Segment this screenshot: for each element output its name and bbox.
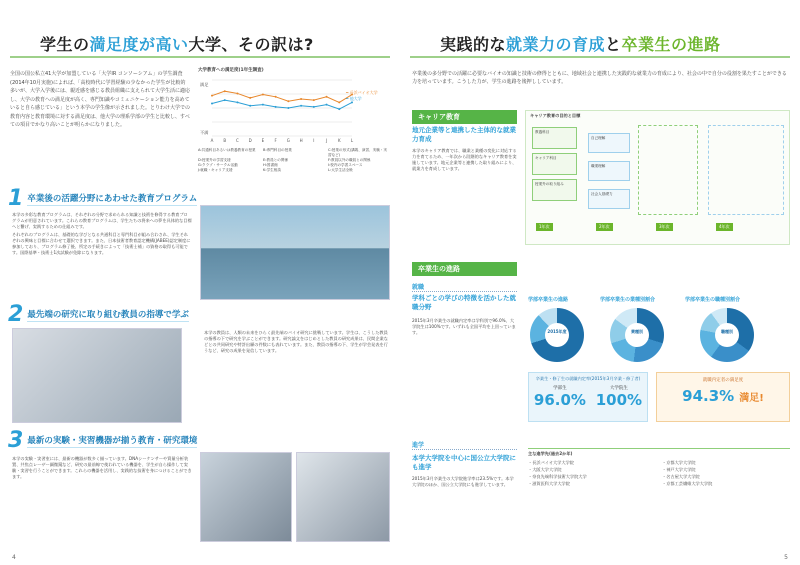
x-tick-label: A [210,138,214,143]
equipment-photo-2 [296,452,390,542]
chart-note: E:教員との関係 [263,158,289,162]
data-point [287,107,289,109]
section-title: 卒業後の活躍分野にあわせた教育プログラム [27,193,198,204]
job-text: 2015年3月卒業生の就職内定率は学科別で96.0%、大学院生は100%です。いずれも全国平均を上回っています。 [412,318,516,335]
chart-note: I:校内の学習スペース [328,163,363,167]
grad-heading: 進学 [412,440,517,450]
rate-label: 学部生 [553,386,567,391]
chart-title: 大学教育への満足度(1年生調査) [198,68,264,73]
page-number: 5 [784,554,788,561]
data-point [338,101,340,103]
data-point [275,96,277,98]
pie-center: 2015年度 [545,323,569,347]
flow-arrow: 2年次 [596,223,613,231]
grad-list-item: ・名古屋大学大学院 [662,474,700,479]
grad-list-item: ・滋賀医科大学大学院 [528,481,570,486]
flow-title: キャリア教育の目的と目標 [530,113,581,118]
data-point [300,98,302,100]
career-path-pie [530,308,584,362]
x-tick-label: H [299,138,303,143]
section-1-heading [8,186,197,211]
left-page-title [40,32,314,55]
section-2-text: 本学の教員は、人類の未来をひらく最先端のバイオ研究に挑戦しています。学生は、こうした教員の指導の下で研究を学ぶことができます。研究論文をはじめとした教員の研究成果は、民間企業などとの共同研究や特許出願の件数にも表れています。また、教員の指導の下、学生が学会発表を行うなど、研究の成果を発信しています。 [204,330,388,353]
x-tick-label: J [325,138,328,143]
data-point [211,103,213,105]
data-point [326,104,328,106]
equipment-photo-1 [200,452,292,542]
data-point [275,106,277,108]
industry-pie [610,308,664,362]
chart-note: L:大学生活全般 [328,168,353,172]
chart-notes [198,148,390,173]
data-point [249,97,251,99]
x-tick-label: F [274,138,277,143]
lab-teaching-photo [12,328,182,423]
data-point [313,99,315,101]
data-point [211,95,213,97]
chart-note: H:図書館 [263,163,278,167]
data-point [262,104,264,106]
data-point [224,99,226,101]
legend-item: ━ 他大学 [346,96,362,101]
right-page-title [440,32,721,55]
x-tick-label: B [223,138,227,143]
right-page [400,0,800,565]
x-tick-label: I [313,138,315,143]
title-part: と [605,35,622,54]
data-point [287,100,289,102]
data-point [300,105,302,107]
section-1-text [12,212,192,256]
grad-list-item: ・長浜バイオ大学大学院 [528,460,574,465]
grad-list-item: ・京都大学大学院 [662,460,696,465]
title-part: 実践的な [440,35,507,54]
flow-arrow: 3年次 [656,223,673,231]
section-number: 2 [8,302,24,327]
employment-rate-box [528,372,648,422]
grad-list-title: 主な進学先(過去2か年) [528,451,573,456]
paragraph: それぞれのプログラムは、基礎的な学びとなる共通科目と専門科目が組み合わされ、学生それぞれの興味と目標に合わせて選択できます。また、日本技術者教育認定機構(JABEE)認定制度に参加しており、プログラム修了後、所定の手続きによって「技術士補」の資格の取得も可能です。国際基準・技術士1次試験が免除になります。 [12,232,191,255]
career-heading: キャリア教育 [412,110,517,124]
rate-item [596,385,642,409]
rate-value: 100% [595,391,643,409]
pie-title: 学部卒業生の職種別割合 [685,297,741,303]
x-tick-label: L [350,138,354,143]
data-point [224,90,226,92]
section-3-heading [8,428,197,453]
divider [10,56,390,58]
flow-arrow: 1年次 [536,223,553,231]
chart-note: A:共通科目あるいは教養教育の授業 [198,148,256,152]
grad-list-item: ・大阪大学大学院 [528,467,562,472]
x-tick-label: G [286,138,290,143]
legend-label: 他大学 [349,96,362,101]
chart-note: K:学生相談 [263,168,281,172]
section-2-heading [8,302,189,327]
grad-list-item: ・神戸大学大学院 [662,467,696,472]
section-number: 1 [8,186,24,211]
page-number: 4 [12,554,16,561]
x-tick-label: C [236,138,239,143]
grad-list-item: ・奈良先端科学技術大学院大学 [528,474,587,479]
chart-ylabel: 満足 [200,82,209,87]
grad-list [528,460,790,487]
paths-heading: 卒業生の進路 [412,262,517,276]
flow-box: 授業外の取り組み [532,179,577,201]
satisfaction-box [656,372,790,422]
job-subtitle: 学科ごとの学びの特徴を活かした就職分野 [412,294,516,311]
satisfaction-word: 満足! [739,393,764,404]
section-number: 3 [8,428,24,453]
chart-note: F:教員以外の職員との関係 [328,158,371,162]
x-tick-label: E [261,138,265,143]
flow-box: 教養科目 [532,127,577,149]
section-3-text: 本学の実験・実習室には、最新の機器が数多く揃っています。DNAシーケンサーや質量分析装置、共焦点レーザー顕微鏡など、研究の最前線で使われている機器を、学生が自ら操作して実験・実習を行うことができます。これらの機器を活用し、実践的な技術を身につけることができます。 [12,456,192,479]
data-point [338,108,340,110]
satisfaction-value: 94.3% [682,387,735,405]
pie-title: 学部卒業生の業種別割合 [600,297,656,303]
boat-field-study-photo [200,205,390,300]
data-point [236,101,238,103]
chart-note: C:授業の形式(講義、演習、実験・実習など) [328,148,388,157]
title-highlight: 卒業生の進路 [621,35,721,54]
chart-note: B:専門科目の授業 [263,148,292,152]
pie-title: 学部卒業生の進路 [528,297,569,303]
legend-label: 長浜バイオ大学 [349,90,378,95]
data-point [249,105,251,107]
data-point [262,94,264,96]
chart-svg [198,76,390,146]
flow-group [708,125,784,215]
flow-group [638,125,698,215]
paragraph: 本学の多彩な教育プログラムは、それぞれの分野で求められる知識と技術を修得する教育プログラムが用意されています。これらの教育プログラムは、学生たちの将来への夢を具体的な目標へと繋げ、実践するための仕組みです。 [12,212,192,229]
x-tick-label: K [337,138,341,143]
chart-xlabel: 不満 [200,130,209,135]
legend-item: ━ 長浜バイオ大学 [346,90,378,95]
career-text: 本学のキャリア教育では、職業と業種の変化に対応する力を育てるため、一年次から段階的なキャリア教育を実施しています。地元企業等と連携した取り組みにより、就業力を育成しています。 [412,148,517,171]
title-highlight: 満足度が高い [89,35,189,54]
career-flow-diagram [525,110,790,245]
right-intro: 卒業後の多分野での活躍に必要なバイオの知識と技術の修得とともに、地域社会と連携した実践的な就業力の育成により、社会の中で自分の役割を果たすことができる力を培っています。こうした力が、学生の進路を後押ししています。 [412,71,787,85]
occupation-pie [700,308,754,362]
satisfaction-caption: 就職内定者の満足度 [702,378,744,383]
grad-subtitle: 本学大学院を中心に国公立大学院にも進学 [412,454,516,471]
rate-label: 大学院生 [609,386,628,391]
data-point [236,92,238,94]
flow-arrow: 4年次 [716,223,733,231]
grad-list-item: ・京都工芸繊維大学大学院 [662,481,713,486]
flow-box: 社会人基礎力 [588,189,630,209]
rate-value: 96.0% [533,391,586,409]
satisfaction-chart [198,68,390,188]
chart-legend [346,90,378,102]
section-title: 最新の実験・実習機器が揃う教育・研究環境 [27,435,198,446]
x-tick-label: D [248,138,252,143]
section-title: 最先端の研究に取り組む教員の指導で学ぶ [27,309,189,320]
grad-destinations [528,448,790,540]
job-heading: 就職 [412,282,517,292]
series-line [212,91,352,102]
pie-center: 業種別 [625,323,649,347]
data-point [313,106,315,108]
chart-note: J:就職・キャリア支援 [198,168,233,172]
chart-note: D:授業外の学習支援 [198,158,231,162]
data-point [326,96,328,98]
grad-text: 2015年3月卒業生の大学院進学率は23.5%です。本学大学院のほか、国公立大学院にも進学しています。 [412,476,514,487]
divider [410,56,790,58]
title-highlight: 就業力の育成 [506,35,606,54]
flow-box: 自己理解 [588,133,630,153]
pie-center: 職種別 [715,323,739,347]
career-subtitle: 地元企業等と連携した主体的な就業力育成 [412,126,516,143]
title-part: 大学、その訳は? [188,35,314,54]
title-part: 学生の [40,35,90,54]
chart-note: G:クラブ・サークル活動 [198,163,238,167]
rate-caption: 卒業生・修了生の就職内定率(2015年3月卒業・修了者) [535,376,641,381]
flow-box: 職業理解 [588,161,630,181]
rate-item [534,385,586,409]
flow-box: キャリア科目 [532,153,577,175]
left-intro: 全国の国公私立41大学が加盟している「大学IR コンソーシアム」の学生調査(2014年10月実施)によれば、「高校時代に学習経験の少なかった学生が比較的多いが、大学入学後には、親近感を感じる教員組織に支えられて大学生活に適応し、大学の教育への満足度が高く、専門知識やコミュニケーション能力を高めていると自ら感じている」という本学の学生像が示されました。とりわけ大学での教育内容と教育環境に対する満足度は、他大学の理系学部の学生と比較し、すべての項目でかなり高いことが明らかになりました。 [10,71,191,128]
